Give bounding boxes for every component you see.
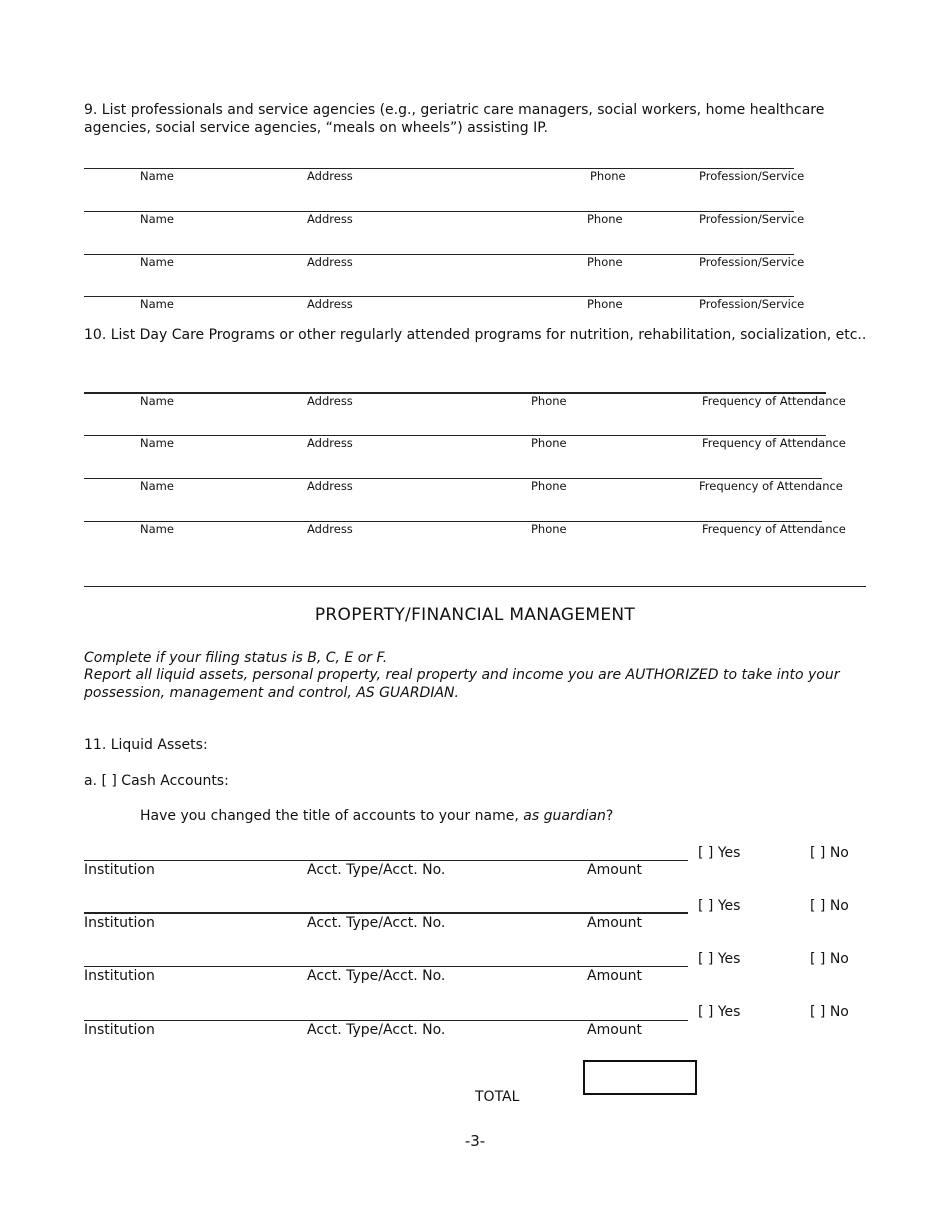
phone-label: Phone xyxy=(531,479,567,493)
acct-label: Acct. Type/Acct. No. xyxy=(307,968,446,984)
property-heading: PROPERTY/FINANCIAL MANAGEMENT xyxy=(314,605,636,625)
institution-label: Institution xyxy=(84,1022,155,1038)
instruction-line1: Complete if your filing status is B, C, E or F. xyxy=(84,650,388,666)
amount-label: Amount xyxy=(587,915,643,931)
cash-accounts-checkbox[interactable]: a. [ ] Cash Accounts: xyxy=(84,773,229,789)
name-label: Name xyxy=(140,436,174,450)
phone-label: Phone xyxy=(587,297,623,311)
amount-label: Amount xyxy=(587,1022,643,1038)
profession-label: Profession/Service xyxy=(699,169,805,183)
name-label: Name xyxy=(140,297,174,311)
address-label: Address xyxy=(307,436,353,450)
name-label: Name xyxy=(140,522,174,536)
profession-label: Profession/Service xyxy=(699,297,805,311)
name-label: Name xyxy=(140,394,174,408)
yes-checkbox[interactable]: [ ] Yes xyxy=(698,845,741,861)
institution-label: Institution xyxy=(84,968,155,984)
address-label: Address xyxy=(307,394,353,408)
phone-label: Phone xyxy=(531,436,567,450)
frequency-label: Frequency of Attendance xyxy=(702,394,846,408)
address-label: Address xyxy=(307,212,353,226)
amount-label: Amount xyxy=(587,862,643,878)
no-checkbox[interactable]: [ ] No xyxy=(810,1004,849,1020)
amount-label: Amount xyxy=(587,968,643,984)
name-label: Name xyxy=(140,169,174,183)
total-amount-box[interactable] xyxy=(583,1060,697,1095)
no-checkbox[interactable]: [ ] No xyxy=(810,845,849,861)
account-line[interactable] xyxy=(84,1020,688,1021)
name-label: Name xyxy=(140,479,174,493)
phone-label: Phone xyxy=(587,255,623,269)
acct-label: Acct. Type/Acct. No. xyxy=(307,915,446,931)
question-suffix: ? xyxy=(605,808,614,824)
question-9-line2: agencies, social service agencies, “meals on wheels”) assisting IP. xyxy=(84,120,548,136)
total-value xyxy=(585,1062,695,1074)
institution-label: Institution xyxy=(84,862,155,878)
question-9-line1: 9. List professionals and service agencies (e.g., geriatric care managers, social workers, home healthcare xyxy=(84,102,825,118)
frequency-label: Frequency of Attendance xyxy=(702,522,846,536)
no-checkbox[interactable]: [ ] No xyxy=(810,898,849,914)
phone-label: Phone xyxy=(531,522,567,536)
total-label: TOTAL xyxy=(475,1089,520,1105)
entry-line[interactable] xyxy=(84,168,794,169)
question-italic: as guardian xyxy=(523,808,606,824)
instruction-line2: Report all liquid assets, personal property, real property and income you are AUTHORIZED to take into your xyxy=(84,667,840,683)
liquid-assets-title: 11. Liquid Assets: xyxy=(84,737,208,753)
title-change-question xyxy=(140,808,613,824)
section-divider xyxy=(84,586,866,587)
account-line[interactable] xyxy=(84,860,688,861)
phone-label: Phone xyxy=(587,212,623,226)
yes-checkbox[interactable]: [ ] Yes xyxy=(698,951,741,967)
frequency-label: Frequency of Attendance xyxy=(699,479,843,493)
acct-label: Acct. Type/Acct. No. xyxy=(307,862,446,878)
acct-label: Acct. Type/Acct. No. xyxy=(307,1022,446,1038)
address-label: Address xyxy=(307,169,353,183)
entry-line[interactable] xyxy=(84,254,794,255)
account-line[interactable] xyxy=(84,966,688,967)
entry-line[interactable] xyxy=(84,296,794,297)
institution-label: Institution xyxy=(84,915,155,931)
profession-label: Profession/Service xyxy=(699,255,805,269)
name-label: Name xyxy=(140,255,174,269)
address-label: Address xyxy=(307,297,353,311)
account-line[interactable] xyxy=(84,912,688,914)
phone-label: Phone xyxy=(590,169,626,183)
instruction-line3: possession, management and control, AS GUARDIAN. xyxy=(84,685,459,701)
page-number: -3- xyxy=(464,1132,486,1150)
no-checkbox[interactable]: [ ] No xyxy=(810,951,849,967)
question-text: Have you changed the title of accounts to your name, xyxy=(140,808,524,824)
yes-checkbox[interactable]: [ ] Yes xyxy=(698,1004,741,1020)
address-label: Address xyxy=(307,255,353,269)
entry-line[interactable] xyxy=(84,211,794,212)
address-label: Address xyxy=(307,522,353,536)
phone-label: Phone xyxy=(531,394,567,408)
frequency-label: Frequency of Attendance xyxy=(702,436,846,450)
yes-checkbox[interactable]: [ ] Yes xyxy=(698,898,741,914)
profession-label: Profession/Service xyxy=(699,212,805,226)
address-label: Address xyxy=(307,479,353,493)
name-label: Name xyxy=(140,212,174,226)
question-10: 10. List Day Care Programs or other regularly attended programs for nutrition, rehabilitation, socialization, etc.. xyxy=(84,327,867,343)
